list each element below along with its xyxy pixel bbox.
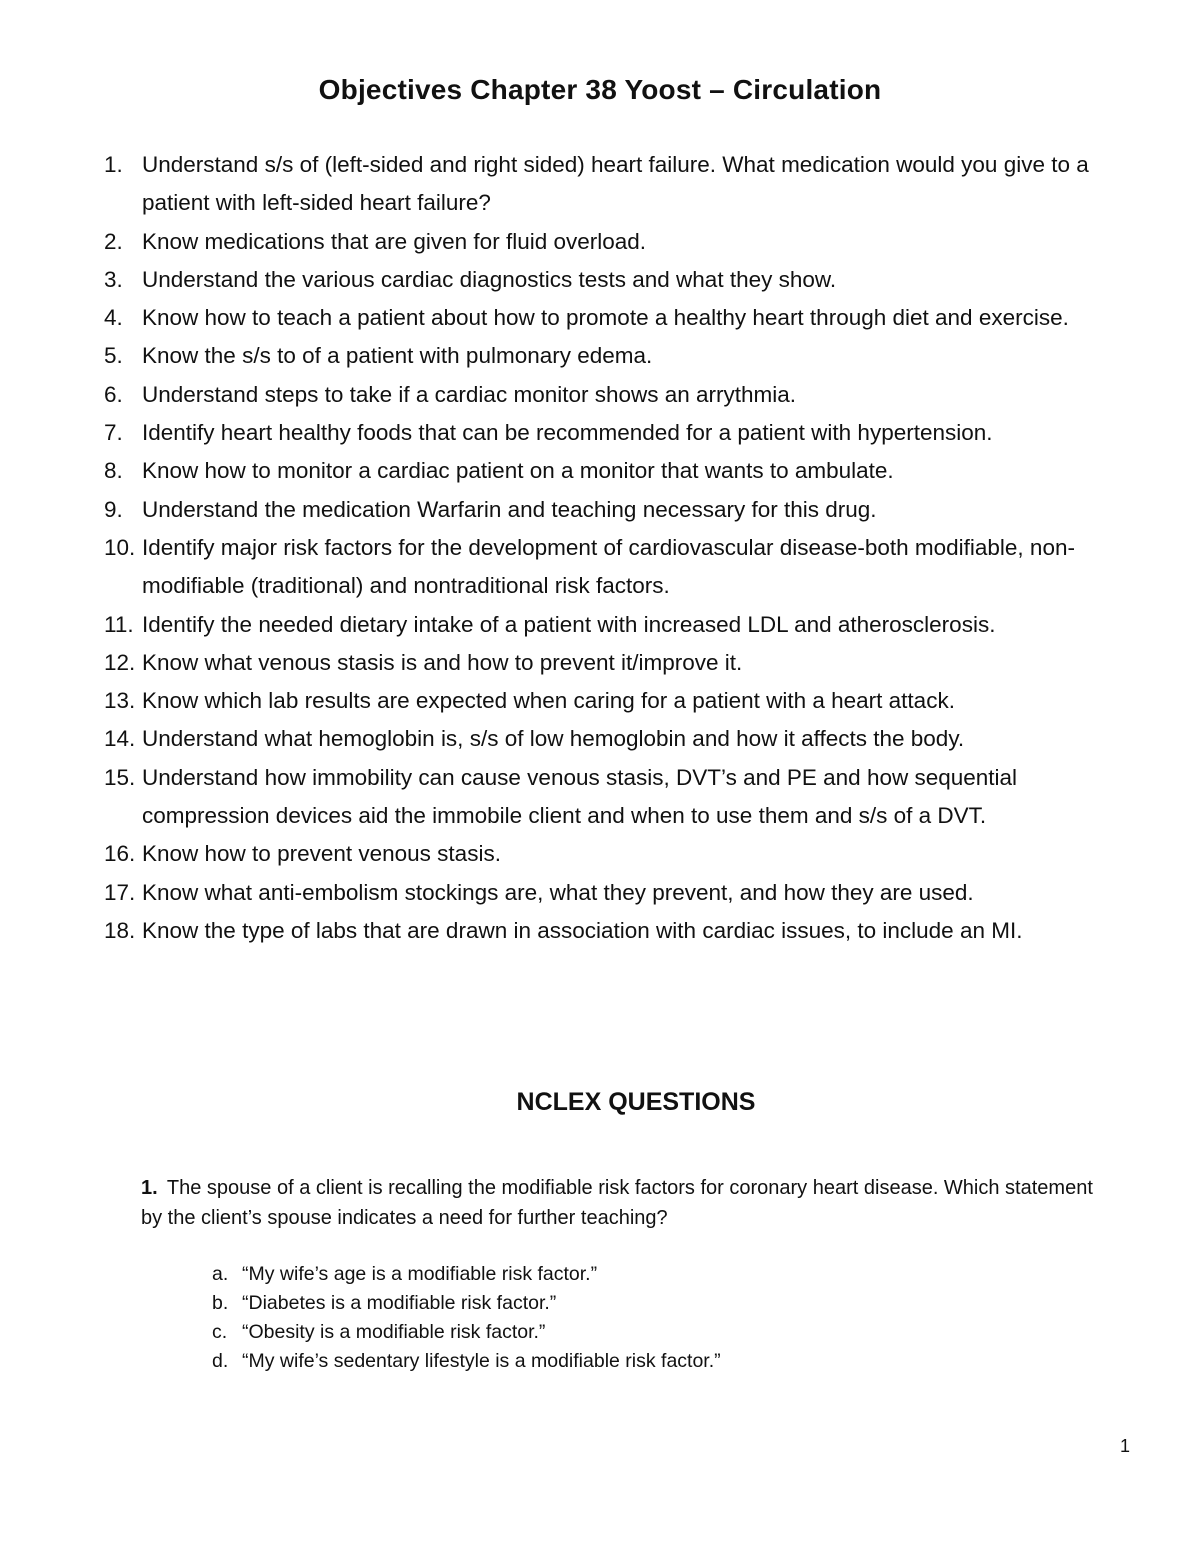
objectives-list: [104, 146, 1144, 950]
question-number: 1.: [141, 1177, 158, 1199]
objective-item: [104, 414, 1144, 452]
answer-letter: b.: [212, 1292, 229, 1314]
objective-text: Know how to monitor a cardiac patient on a monitor that wants to ambulate.: [142, 458, 894, 484]
objective-number: 5.: [104, 343, 123, 369]
objective-text: Understand what hemoglobin is, s/s of low hemoglobin and how it affects the body.: [142, 726, 965, 752]
objective-text: Know how to prevent venous stasis.: [142, 841, 501, 867]
objective-text: Identify the needed dietary intake of a patient with increased LDL and atherosclerosis.: [142, 611, 996, 637]
question-text: The spouse of a client is recalling the modifiable risk factors for coronary heart disease. Which statement by the client’s spouse indicates a need for further teaching?: [141, 1177, 1093, 1229]
objective-item: [104, 146, 1144, 223]
answer-text: “Diabetes is a modifiable risk factor.”: [242, 1292, 557, 1314]
objective-text: Understand how immobility can cause venous stasis, DVT’s and PE and how sequential compression devices aid the immobile client and when to use them and s/s of a DVT.: [142, 764, 1018, 829]
question-prompt: [141, 1173, 1101, 1233]
objective-text: Identify heart healthy foods that can be recommended for a patient with hypertension.: [142, 420, 993, 446]
objective-number: 13.: [104, 688, 136, 714]
objective-text: Understand steps to take if a cardiac monitor shows an arrythmia.: [142, 381, 797, 407]
objective-number: 12.: [104, 649, 136, 675]
objective-number: 11.: [104, 611, 134, 637]
objective-text: Know what venous stasis is and how to prevent it/improve it.: [142, 649, 743, 675]
objective-item: [104, 452, 1144, 490]
objective-item: [104, 759, 1144, 836]
objective-item: [104, 299, 1144, 337]
answer-letter: d.: [212, 1350, 229, 1372]
objective-number: 14.: [104, 726, 136, 752]
objective-text: Know medications that are given for fluid overload.: [142, 228, 647, 254]
objective-text: Identify major risk factors for the development of cardiovascular disease-both modifiable, non-modifiable (traditional) and nontraditional risk factors.: [142, 534, 1075, 599]
document-title: Objectives Chapter 38 Yoost – Circulation: [318, 74, 882, 105]
objective-text: Know which lab results are expected when caring for a patient with a heart attack.: [142, 688, 955, 714]
objective-item: [104, 337, 1144, 375]
objective-item: [104, 682, 1144, 720]
answer-option: [212, 1289, 1112, 1318]
objective-item: [104, 720, 1144, 758]
objective-text: Know the type of labs that are drawn in association with cardiac issues, to include an MI.: [142, 917, 1023, 943]
objective-text: Understand s/s of (left-sided and right sided) heart failure. What medication would you give to a patient with left-sided heart failure?: [142, 152, 1089, 216]
objective-item: [104, 912, 1144, 950]
objective-text: Understand the medication Warfarin and teaching necessary for this drug.: [142, 496, 877, 522]
answer-letter: c.: [212, 1321, 228, 1343]
objective-item: [104, 835, 1144, 873]
objective-item: [104, 223, 1144, 261]
nclex-heading: NCLEX QUESTIONS: [516, 1088, 756, 1116]
objective-number: 17.: [104, 879, 136, 905]
objective-text: Know the s/s to of a patient with pulmonary edema.: [142, 343, 653, 369]
objective-number: 15.: [104, 764, 136, 790]
objective-number: 2.: [104, 228, 123, 254]
objective-number: 10.: [104, 534, 136, 560]
objective-text: Understand the various cardiac diagnostics tests and what they show.: [142, 266, 837, 292]
objective-number: 18.: [104, 917, 136, 943]
answer-text: “My wife’s sedentary lifestyle is a modifiable risk factor.”: [242, 1350, 721, 1372]
objective-number: 7.: [104, 420, 123, 446]
page-number: 1: [1120, 1436, 1131, 1456]
objective-item: [104, 606, 1144, 644]
objective-item: [104, 376, 1144, 414]
answer-text: “My wife’s age is a modifiable risk factor.”: [242, 1263, 598, 1285]
objective-number: 9.: [104, 496, 123, 522]
objective-item: [104, 529, 1144, 606]
answer-option: [212, 1260, 1112, 1289]
objective-number: 4.: [104, 305, 123, 331]
objective-item: [104, 491, 1144, 529]
answer-option: [212, 1347, 1112, 1376]
objective-number: 8.: [104, 458, 123, 484]
objective-item: [104, 874, 1144, 912]
objective-item: [104, 261, 1144, 299]
objective-item: [104, 644, 1144, 682]
objective-number: 16.: [104, 841, 136, 867]
objective-number: 3.: [104, 266, 123, 292]
objective-number: 6.: [104, 381, 123, 407]
answer-text: “Obesity is a modifiable risk factor.”: [242, 1321, 546, 1343]
answer-option: [212, 1318, 1112, 1347]
objective-number: 1.: [104, 152, 123, 177]
answer-options: [212, 1260, 1112, 1376]
objective-text: Know what anti-embolism stockings are, what they prevent, and how they are used.: [142, 879, 974, 905]
objective-text: Know how to teach a patient about how to promote a healthy heart through diet and exercise.: [142, 305, 1069, 331]
answer-letter: a.: [212, 1263, 229, 1285]
